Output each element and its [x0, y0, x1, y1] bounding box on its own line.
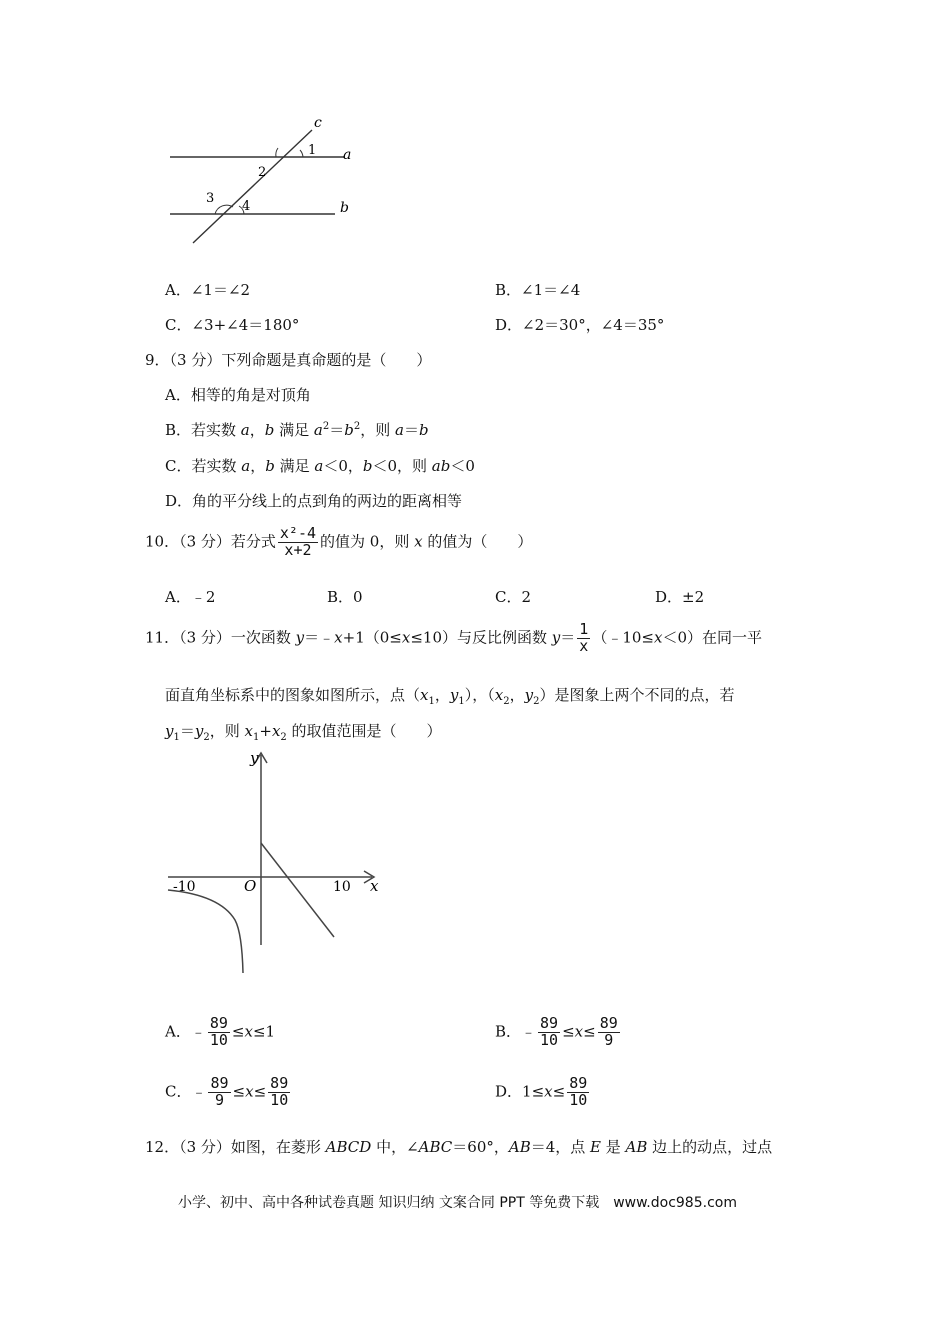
page-footer: 小学、初中、高中各种试卷真题 知识归纳 文案合同 PPT 等免费下载 www.doc985.com — [178, 1195, 737, 1211]
y-axis-label: y — [250, 749, 259, 767]
q9-stem: 9．（3 分）下列命题是真命题的是（ ） — [145, 351, 432, 369]
q11-stem-line1: 11．（3 分）一次函数 y＝﹣x+1（0≤x≤10）与反比例函数 y＝ $\frac{1}{x}$ （﹣10≤x＜0）在同一平 — [145, 620, 762, 655]
label-a: a — [343, 147, 352, 163]
q11-stem-line3: $y_1=y_2$，则 $x_1+x_2$ 的取值范围是（ ） — [165, 722, 442, 743]
label-c: c — [314, 115, 322, 131]
q8-option-d: D．∠2＝30°，∠4＝35° — [495, 316, 665, 334]
angle-label-2: 2 — [258, 165, 267, 180]
q11-option-b: B．﹣ $\frac{89}{10}$ ≤x≤ $\frac{89}{9}$ — [495, 1014, 618, 1049]
q10-option-a: A．﹣2 — [165, 588, 216, 606]
q11-stem-line2: 面直角坐标系中的图象如图所示，点（$x_1$，$y_1$），（$x_2$，$y_2$）是图象上两个不同的点，若 — [165, 686, 735, 707]
q12-stem: 12．（3 分）如图，在菱形 ABCD 中，∠ABC＝60°，AB＝4，点 E 是 AB 边上的动点，过点 — [145, 1138, 773, 1156]
q9-option-b: B．若实数 a，b 满足 $a^2=b^2$，则 a＝b — [165, 421, 429, 439]
q8-option-c: C．∠3+∠4＝180° — [165, 316, 300, 334]
origin-label: O — [244, 877, 257, 895]
q10-option-c: C．2 — [495, 588, 532, 606]
q11-fraction: $\frac{1}{x}$ — [579, 620, 589, 655]
q9-option-d: D．角的平分线上的点到角的两边的距离相等 — [165, 492, 463, 510]
q10-option-d: D．±2 — [655, 588, 705, 606]
angle-label-4: 4 — [242, 199, 251, 214]
q11-option-c: C．﹣ $\frac{89}{9}$ ≤x≤ $\frac{89}{10}$ — [165, 1074, 289, 1109]
angle-label-1: 1 — [308, 143, 317, 158]
function-graph — [160, 745, 390, 980]
label-b: b — [340, 200, 349, 216]
hyperbola-curve — [168, 890, 243, 973]
angle-label-3: 3 — [206, 191, 215, 206]
q10-stem: 10．（3 分）若分式 $\frac{\text{x²-4}}{x+2}$ 的值为 0，则 x 的值为（ ） — [145, 524, 533, 559]
angle2-arc — [276, 148, 278, 157]
line-c — [193, 130, 312, 243]
tick-neg-10: -10 — [173, 879, 196, 895]
linear-function-line — [261, 843, 334, 937]
q9-option-a: A．相等的角是对顶角 — [165, 386, 311, 404]
q10-option-b: B．0 — [327, 588, 363, 606]
x-axis-label: x — [370, 877, 379, 895]
q10-fraction: $\frac{\text{x²-4}}{x+2}$ — [279, 524, 317, 559]
parallel-lines-figure — [160, 110, 380, 250]
q8-option-b: B．∠1＝∠4 — [495, 281, 581, 299]
q8-option-a: A．∠1＝∠2 — [165, 281, 251, 299]
q9-option-c: C．若实数 a，b 满足 a＜0，b＜0，则 ab＜0 — [165, 457, 475, 475]
q11-option-a: A．﹣ $\frac{89}{10}$ ≤x≤1 — [165, 1014, 276, 1049]
tick-pos-10: 10 — [333, 879, 351, 895]
q11-option-d: D．1≤x≤ $\frac{89}{10}$ — [495, 1074, 588, 1109]
angle1-arc — [300, 150, 303, 157]
